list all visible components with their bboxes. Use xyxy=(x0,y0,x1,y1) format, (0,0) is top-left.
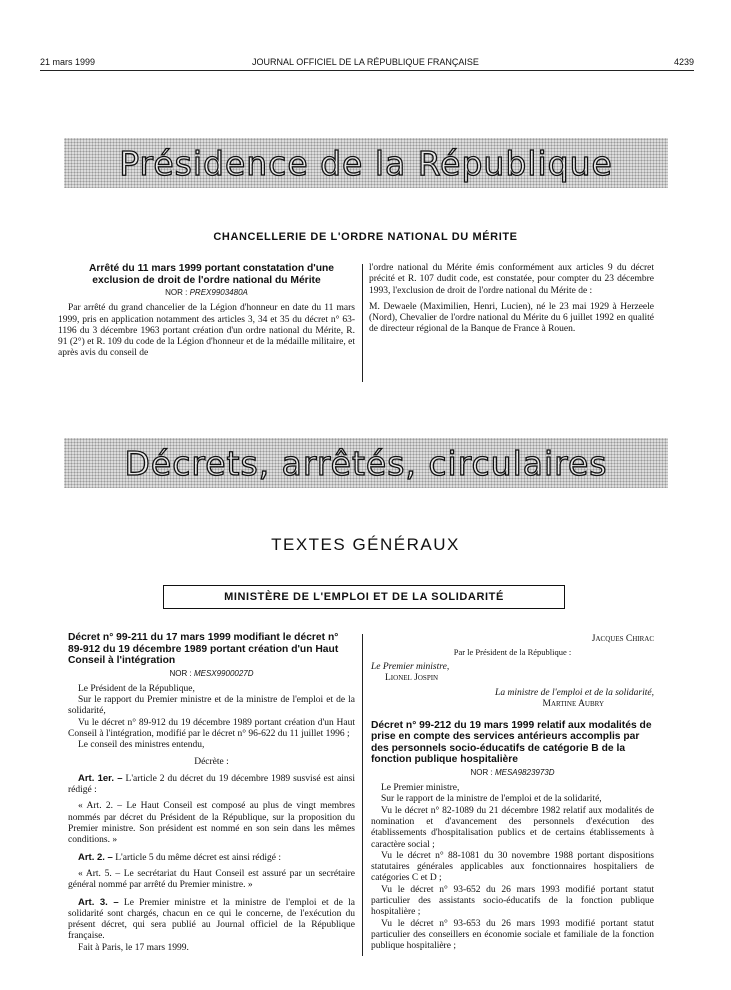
art1-label: Art. 1er. – xyxy=(78,772,123,784)
decret1-p1: Le Président de la République, xyxy=(78,683,195,694)
nor-label: NOR : xyxy=(169,668,192,678)
signature-president: Jacques Chirac xyxy=(591,634,654,644)
decret2-title: Décret n° 99-212 du 19 mars 1999 relatif aux modalités de prise en compte des services antérieurs accomplis par des personnels socio-éducatifs de catégorie B de la fonction publique hospitalière xyxy=(371,719,652,766)
nor-code: MESA9823973D xyxy=(494,767,555,777)
decret2-p4: Vu le décret n° 88-1081 du 30 novembre 1988 portant dispositions statutaires générales applicables aux fonctionnaires hospitaliers de catégories C et D ; xyxy=(371,850,654,884)
decret1-p2: Sur le rapport du Premier ministre et de la ministre de l'emploi et de la solidarité, xyxy=(68,695,355,717)
decret1-art3 xyxy=(68,897,355,943)
banner-presidence xyxy=(64,138,668,188)
decret2-p2: Sur le rapport de la ministre de l'emploi et de la solidarité, xyxy=(381,794,602,805)
decret1-fait: Fait à Paris, le 17 mars 1999. xyxy=(78,942,189,953)
decret1-title: Décret n° 99-211 du 17 mars 1999 modifiant le décret n° 89-912 du 19 décembre 1989 portant création d'un Haut Conseil à l'intégration xyxy=(68,632,339,666)
textes-generaux-heading: TEXTES GÉNÉRAUX xyxy=(271,535,460,554)
arrete-person: M. Dewaele (Maximilien, Henri, Lucien), né le 23 mai 1929 à Herzeele (Nord), Chevalier de l'ordre national du Mérite du 6 juillet 1992 en qualité de directeur régional de la Banque de France à Rouen. xyxy=(369,301,654,335)
decret1-column xyxy=(68,632,355,954)
header-journal-title: JOURNAL OFFICIEL DE LA RÉPUBLIQUE FRANÇAISE xyxy=(252,57,479,67)
header-page-number: 4239 xyxy=(673,57,694,67)
art2-text: L'article 5 du même décret est ainsi rédigé : xyxy=(115,852,282,863)
art3-label: Art. 3. – xyxy=(78,896,119,908)
decret1-art1 xyxy=(68,773,355,797)
art3-text: Le Premier ministre et la ministre de l'emploi et de la solidarité sont chargés, chacun en ce qui le concerne, de l'exécution du présent décret, qui sera publié au Journal officiel de la République française. xyxy=(68,897,355,942)
decret2-column xyxy=(371,634,654,953)
decret1-decrete: Décrète : xyxy=(194,756,229,767)
banner-presidence-text: Présidence de la République xyxy=(119,143,613,183)
decret1-art1-quote: « Art. 2. – Le Haut Conseil est composé au plus de vingt membres nommés par décret du Président de la République, sur la proposition du Premier ministre. Son président est nommé en son sein dans les mêmes conditions. » xyxy=(68,801,355,846)
ministere-box xyxy=(163,585,565,609)
decret2-p6: Vu le décret n° 93-653 du 26 mars 1993 modifié portant statut particulier des conseillers en économie sociale et familiale de la fonction publique hospitalière ; xyxy=(371,918,654,952)
section-chancellerie: CHANCELLERIE DE L'ORDRE NATIONAL DU MÉRITE xyxy=(213,231,518,243)
nor-code: MESX9900027D xyxy=(193,668,254,678)
decret1-p3: Vu le décret n° 89-912 du 19 décembre 1989 portant création d'un Haut Conseil à l'intégration, modifié par le décret n° 96-622 du 11 juillet 1996 ; xyxy=(68,717,355,739)
arrete-paragraph: Par arrêté du grand chancelier de la Légion d'honneur en date du 11 mars 1999, pris en application notamment des articles 3, 34 et 35 du décret n° 63-1196 du 3 décembre 1963 portant création d'un ordre national du Mérite, R. 91 (2°) et R. 109 du code de la Légion d'honneur et de la médaille militaire, et après avis du conseil de xyxy=(58,303,355,359)
pm-title: Le Premier ministre, xyxy=(371,661,450,672)
arrete-paragraph-continued: l'ordre national du Mérite émis conformément aux articles 9 du décret précité et R. 107 dudit code, est constatée, pour compter du 23 décembre 1993, l'exclusion de droit de l'ordre national du Mérite de : xyxy=(369,263,654,296)
banner-decrets xyxy=(64,438,668,488)
ministere-title: MINISTÈRE DE L'EMPLOI ET DE LA SOLIDARITÉ xyxy=(224,591,504,603)
nor-label: NOR : xyxy=(165,288,188,297)
decret1-art2 xyxy=(68,852,355,864)
decret2-p3: Vu le décret n° 82-1089 du 21 décembre 1982 relatif aux modalités de nomination et d'avancement des personnels d'exécution des établissements d'hospitalisation publics et de certains établissements à caractère social ; xyxy=(371,805,654,850)
decret2-p1: Le Premier ministre, xyxy=(381,783,460,794)
arrete-right-column xyxy=(369,263,654,336)
decret2-nor xyxy=(371,767,654,778)
decret1-art2-quote: « Art. 5. – Le secrétariat du Haut Conseil est assuré par un secrétaire général nommé par arrêté du Premier ministre. » xyxy=(68,868,355,891)
banner-decrets-text: Décrets, arrêtés, circulaires xyxy=(124,443,608,483)
pm-name: Lionel Jospin xyxy=(385,672,439,683)
arrete-left-column xyxy=(58,263,355,360)
ministre-name: Martine Aubry xyxy=(542,699,604,710)
header-date: 21 mars 1999 xyxy=(40,57,96,67)
ministre-title: La ministre de l'emploi et de la solidarité, xyxy=(495,688,654,699)
decret1-p4: Le conseil des ministres entendu, xyxy=(78,740,205,751)
nor-code: PREX9903480A xyxy=(189,288,248,297)
column-divider xyxy=(362,634,363,956)
nor-label: NOR : xyxy=(470,767,493,777)
column-divider xyxy=(362,264,363,382)
par-le-president: Par le Président de la République : xyxy=(453,647,572,658)
arrete-nor xyxy=(58,287,355,298)
arrete-title: Arrêté du 11 mars 1999 portant constatation d'une exclusion de droit de l'ordre national du Mérite xyxy=(88,263,335,286)
art2-label: Art. 2. – xyxy=(78,851,113,863)
art1-text: L'article 2 du décret du 19 décembre 1989 susvisé est ainsi rédigé : xyxy=(68,773,356,796)
decret1-nor xyxy=(68,668,355,679)
header-rule xyxy=(40,70,694,71)
decret2-p5: Vu le décret n° 93-652 du 26 mars 1993 modifié portant statut particulier des assistants socio-éducatifs de la fonction publique hospitalière ; xyxy=(371,884,654,918)
